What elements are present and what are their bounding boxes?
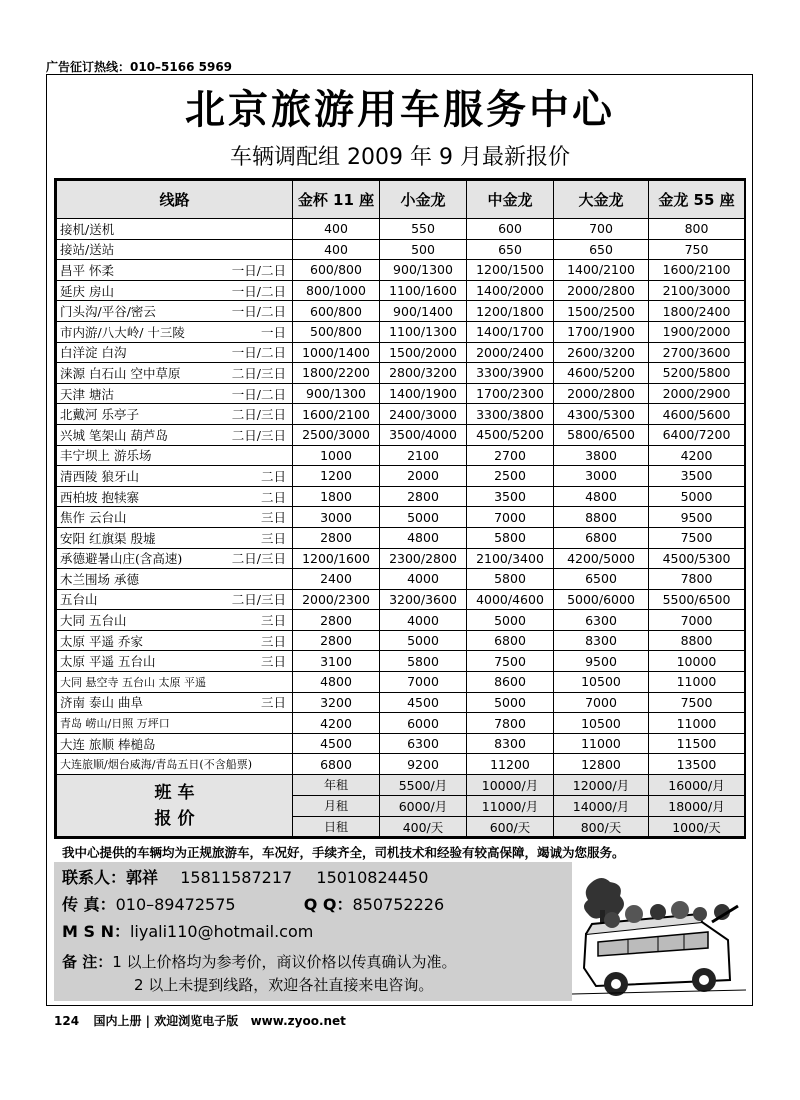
price-cell: 2800/3200 — [380, 363, 467, 384]
price-cell: 2700 — [467, 445, 554, 466]
price-cell: 2800 — [293, 630, 380, 651]
price-cell: 5000 — [380, 507, 467, 528]
col-header-dajinlong: 大金龙 — [554, 181, 649, 219]
price-cell: 1400/1900 — [380, 383, 467, 404]
page-footer — [54, 1012, 346, 1029]
route-cell — [57, 651, 293, 672]
route-name: 安阳 红旗渠 殷墟 — [60, 530, 156, 546]
contact-fax: 010–89472575 — [115, 895, 236, 914]
price-cell: 1000 — [293, 445, 380, 466]
price-cell: 6300 — [380, 733, 467, 754]
route-name: 天津 塘沽 — [60, 386, 114, 402]
route-days: 一日/二日 — [231, 386, 286, 402]
footer-slogan: 欢迎浏览电子版 — [154, 1014, 239, 1028]
charter-price: 400/天 — [380, 816, 467, 837]
price-cell: 7000 — [380, 672, 467, 693]
price-cell: 7800 — [649, 569, 745, 590]
route-rows — [57, 219, 745, 775]
price-cell: 10500 — [554, 713, 649, 734]
price-cell: 1800 — [293, 486, 380, 507]
price-cell: 2000/2900 — [649, 383, 745, 404]
table-row — [57, 363, 745, 384]
contact-note-1: 1 以上价格均为参考价，商议价格以传真确认为准。 — [112, 953, 457, 971]
route-cell — [57, 733, 293, 754]
route-cell — [57, 260, 293, 281]
price-cell: 1500/2500 — [554, 301, 649, 322]
route-name: 接机/送机 — [60, 221, 115, 237]
price-cell: 400 — [293, 219, 380, 240]
route-days: 二日 — [260, 468, 286, 484]
col-header-jinlong55: 金龙 55 座 — [649, 181, 745, 219]
table-row — [57, 610, 745, 631]
col-header-zhongjinlong: 中金龙 — [467, 181, 554, 219]
contact-section — [54, 841, 746, 1001]
price-cell: 5800/6500 — [554, 424, 649, 445]
price-cell: 4600/5200 — [554, 363, 649, 384]
page-number: 124 — [54, 1014, 80, 1028]
price-cell: 1800/2200 — [293, 363, 380, 384]
route-days: 三日 — [260, 654, 286, 670]
table-row — [57, 424, 745, 445]
table-row — [57, 404, 745, 425]
price-cell: 6300 — [554, 610, 649, 631]
price-cell: 700 — [554, 219, 649, 240]
page-title: 北京旅游用车服务中心 — [185, 87, 615, 133]
route-cell — [57, 486, 293, 507]
price-table — [54, 178, 746, 839]
price-cell: 7000 — [467, 507, 554, 528]
price-cell: 2300/2800 — [380, 548, 467, 569]
contact-qq-label: Q Q： — [303, 895, 353, 914]
price-cell: 5800 — [467, 569, 554, 590]
contact-qq: 850752226 — [352, 895, 445, 914]
charter-price: 18000/月 — [649, 795, 745, 816]
route-cell — [57, 589, 293, 610]
charter-period: 月租 — [293, 795, 380, 816]
price-cell: 9500 — [649, 507, 745, 528]
price-cell: 3500 — [467, 486, 554, 507]
charter-price: 800/天 — [554, 816, 649, 837]
route-name: 丰宁坝上 游乐场 — [60, 448, 152, 464]
table-row — [57, 692, 745, 713]
table-row — [57, 486, 745, 507]
route-cell — [57, 527, 293, 548]
price-cell: 4200 — [293, 713, 380, 734]
price-cell: 3300/3900 — [467, 363, 554, 384]
price-cell: 3800 — [554, 445, 649, 466]
price-cell: 3300/3800 — [467, 404, 554, 425]
contact-msn-label: M S N： — [62, 922, 130, 941]
table-row — [57, 754, 745, 775]
price-cell: 3200 — [293, 692, 380, 713]
price-cell: 2500/3000 — [293, 424, 380, 445]
price-cell: 4800 — [554, 486, 649, 507]
charter-price: 6000/月 — [380, 795, 467, 816]
price-cell: 11000 — [649, 713, 745, 734]
table-row — [57, 301, 745, 322]
route-name: 济南 泰山 曲阜 — [60, 695, 143, 711]
price-cell: 4200 — [649, 445, 745, 466]
contact-phone-2: 15010824450 — [316, 868, 429, 887]
route-name: 五台山 — [60, 592, 98, 608]
route-days: 一日 — [260, 324, 286, 340]
price-cell: 2800 — [380, 486, 467, 507]
contact-person-name: 郭祥 — [126, 868, 159, 887]
route-name: 北戴河 乐亭子 — [60, 407, 139, 423]
route-days: 二日 — [260, 489, 286, 505]
route-name: 门头沟/平谷/密云 — [60, 304, 156, 320]
table-row — [57, 733, 745, 754]
table-row — [57, 651, 745, 672]
price-cell: 2800 — [293, 610, 380, 631]
charter-label-line1: 班 车 — [154, 782, 195, 803]
price-cell: 2000/2800 — [554, 280, 649, 301]
price-cell: 600/800 — [293, 301, 380, 322]
route-cell — [57, 239, 293, 260]
route-days: 二日/三日 — [231, 365, 286, 381]
price-cell: 1100/1600 — [380, 280, 467, 301]
route-cell — [57, 321, 293, 342]
price-cell: 10000 — [649, 651, 745, 672]
charter-price: 12000/月 — [554, 775, 649, 796]
charter-period: 年租 — [293, 775, 380, 796]
price-cell: 1600/2100 — [293, 404, 380, 425]
route-cell — [57, 754, 293, 775]
route-days: 三日 — [260, 510, 286, 526]
route-name: 太原 平遥 乔家 — [60, 633, 143, 649]
route-name: 大连旅顺/烟台威海/青岛五日(不含船票) — [60, 758, 252, 772]
price-cell: 800 — [649, 219, 745, 240]
route-days: 二日/三日 — [231, 407, 286, 423]
price-cell: 8600 — [467, 672, 554, 693]
route-days: 一日/二日 — [231, 345, 286, 361]
charter-price: 5500/月 — [380, 775, 467, 796]
price-cell: 400 — [293, 239, 380, 260]
route-name: 太原 平遥 五台山 — [60, 654, 156, 670]
route-cell — [57, 363, 293, 384]
table-row — [57, 219, 745, 240]
charter-price: 16000/月 — [649, 775, 745, 796]
price-cell: 5000 — [467, 692, 554, 713]
contact-box — [54, 862, 572, 1001]
contact-note-row — [62, 951, 457, 972]
route-name: 昌平 怀柔 — [60, 262, 114, 278]
price-cell: 500/800 — [293, 321, 380, 342]
price-cell: 600/800 — [293, 260, 380, 281]
route-name: 大同 五台山 — [60, 613, 127, 629]
route-cell — [57, 672, 293, 693]
price-cell: 2100 — [380, 445, 467, 466]
price-cell: 9200 — [380, 754, 467, 775]
price-cell: 7500 — [649, 527, 745, 548]
price-cell: 3100 — [293, 651, 380, 672]
contact-note-row-2 — [134, 974, 433, 995]
price-cell: 1600/2100 — [649, 260, 745, 281]
route-days: 一日/二日 — [231, 262, 286, 278]
price-cell: 2700/3600 — [649, 342, 745, 363]
bus-cartoon-icon — [572, 862, 746, 1001]
price-cell: 11500 — [649, 733, 745, 754]
price-cell: 5000 — [467, 610, 554, 631]
price-cell: 6800 — [467, 630, 554, 651]
price-cell: 8300 — [554, 630, 649, 651]
route-cell — [57, 569, 293, 590]
route-name: 西柏坡 抱犊寨 — [60, 489, 139, 505]
table-row — [57, 445, 745, 466]
price-cell: 5000 — [649, 486, 745, 507]
route-days: 一日/二日 — [231, 283, 286, 299]
price-cell: 7800 — [467, 713, 554, 734]
contact-phone-1: 15811587217 — [180, 868, 293, 887]
charter-price: 600/天 — [467, 816, 554, 837]
route-cell — [57, 219, 293, 240]
price-cell: 4300/5300 — [554, 404, 649, 425]
price-cell: 13500 — [649, 754, 745, 775]
route-days: 三日 — [260, 613, 286, 629]
table-row — [57, 589, 745, 610]
table-row — [57, 672, 745, 693]
price-cell: 750 — [649, 239, 745, 260]
price-cell: 650 — [554, 239, 649, 260]
price-cell: 4500/5200 — [467, 424, 554, 445]
price-cell: 600 — [467, 219, 554, 240]
price-cell: 1100/1300 — [380, 321, 467, 342]
table-row — [57, 507, 745, 528]
charter-label — [57, 775, 293, 837]
route-cell — [57, 507, 293, 528]
price-cell: 5500/6500 — [649, 589, 745, 610]
price-cell: 1700/2300 — [467, 383, 554, 404]
price-cell: 4200/5000 — [554, 548, 649, 569]
route-cell — [57, 404, 293, 425]
contact-fax-label: 传 真： — [62, 895, 116, 914]
price-cell: 4500 — [380, 692, 467, 713]
price-cell: 5000/6000 — [554, 589, 649, 610]
price-cell: 1400/2000 — [467, 280, 554, 301]
price-cell: 6400/7200 — [649, 424, 745, 445]
route-cell — [57, 383, 293, 404]
route-name: 市内游/八大岭/ 十三陵 — [60, 324, 185, 340]
price-cell: 10500 — [554, 672, 649, 693]
price-cell: 1000/1400 — [293, 342, 380, 363]
footer-divider: | — [145, 1014, 155, 1028]
route-cell — [57, 445, 293, 466]
table-header-row — [57, 181, 745, 219]
price-cell: 2600/3200 — [554, 342, 649, 363]
bus-illustration — [572, 862, 746, 1001]
table-row — [57, 280, 745, 301]
price-cell: 4800 — [293, 672, 380, 693]
route-days: 一日/二日 — [231, 304, 286, 320]
price-cell: 2000/2300 — [293, 589, 380, 610]
price-cell: 2000/2800 — [554, 383, 649, 404]
charter-price: 11000/月 — [467, 795, 554, 816]
price-cell: 2400/3000 — [380, 404, 467, 425]
route-cell — [57, 713, 293, 734]
col-header-route: 线路 — [57, 181, 293, 219]
price-cell: 1500/2000 — [380, 342, 467, 363]
charter-price: 14000/月 — [554, 795, 649, 816]
price-cell: 900/1400 — [380, 301, 467, 322]
price-cell: 4000 — [380, 569, 467, 590]
price-cell: 8800 — [554, 507, 649, 528]
price-cell: 5800 — [467, 527, 554, 548]
route-name: 青岛 崂山/日照 万坪口 — [60, 717, 170, 731]
table-row — [57, 569, 745, 590]
contact-person-row — [62, 865, 428, 888]
price-cell: 1700/1900 — [554, 321, 649, 342]
route-name: 延庆 房山 — [60, 283, 114, 299]
price-cell: 2000 — [380, 466, 467, 487]
route-cell — [57, 610, 293, 631]
price-cell: 4600/5600 — [649, 404, 745, 425]
price-cell: 2800 — [293, 527, 380, 548]
route-name: 焦作 云台山 — [60, 510, 127, 526]
price-cell: 1800/2400 — [649, 301, 745, 322]
route-name: 兴城 笔架山 葫芦岛 — [60, 427, 168, 443]
route-name: 承德避暑山庄(含高速) — [60, 551, 183, 567]
price-cell: 800/1000 — [293, 280, 380, 301]
charter-rows — [57, 775, 745, 837]
price-cell: 5800 — [380, 651, 467, 672]
charter-price: 10000/月 — [467, 775, 554, 796]
footer-section: 国内上册 — [93, 1014, 142, 1028]
charter-label-line2: 报 价 — [154, 808, 195, 829]
table-row — [57, 527, 745, 548]
contact-msn: liyali110@hotmail.com — [129, 922, 314, 941]
price-cell: 4000/4600 — [467, 589, 554, 610]
route-name: 白洋淀 白沟 — [60, 345, 127, 361]
table-row — [57, 239, 745, 260]
ad-hotline: 广告征订热线：010–5166 5969 — [46, 60, 233, 74]
table-row — [57, 321, 745, 342]
price-cell: 7500 — [649, 692, 745, 713]
contact-person-label: 联系人： — [62, 868, 127, 887]
price-cell: 5000 — [380, 630, 467, 651]
contact-note-2: 2 以上未提到线路，欢迎各社直接来电咨询。 — [134, 976, 434, 994]
price-cell: 7000 — [649, 610, 745, 631]
contact-note-label: 备 注： — [62, 953, 113, 971]
page-subtitle: 车辆调配组 2009 年 9 月最新报价 — [230, 145, 570, 170]
price-cell: 8300 — [467, 733, 554, 754]
price-cell: 3000 — [293, 507, 380, 528]
price-cell: 2100/3400 — [467, 548, 554, 569]
table-row — [57, 713, 745, 734]
price-cell: 1400/1700 — [467, 321, 554, 342]
price-cell: 3200/3600 — [380, 589, 467, 610]
route-days: 二日/三日 — [231, 551, 286, 567]
service-note: 我中心提供的车辆均为正规旅游车，车况好，手续齐全，司机技术和经验有较高保障，竭诚为您服务。 — [62, 845, 625, 860]
price-cell: 4500 — [293, 733, 380, 754]
route-cell — [57, 424, 293, 445]
price-cell: 11000 — [554, 733, 649, 754]
col-header-xiaojinlong: 小金龙 — [380, 181, 467, 219]
contact-msn-row — [62, 919, 313, 942]
price-cell: 1200/1600 — [293, 548, 380, 569]
route-name: 木兰围场 承德 — [60, 571, 139, 587]
price-cell: 1200/1500 — [467, 260, 554, 281]
price-cell: 4500/5300 — [649, 548, 745, 569]
route-cell — [57, 548, 293, 569]
price-cell: 1900/2000 — [649, 321, 745, 342]
route-days: 三日 — [260, 695, 286, 711]
footer-url: www.zyoo.net — [250, 1014, 346, 1028]
route-days: 二日/三日 — [231, 592, 286, 608]
charter-row — [57, 775, 745, 796]
price-cell: 1200/1800 — [467, 301, 554, 322]
price-cell: 550 — [380, 219, 467, 240]
price-cell: 12800 — [554, 754, 649, 775]
price-cell: 2100/3000 — [649, 280, 745, 301]
price-cell: 7500 — [467, 651, 554, 672]
table-row — [57, 630, 745, 651]
price-cell: 2000/2400 — [467, 342, 554, 363]
route-days: 三日 — [260, 530, 286, 546]
table-row — [57, 342, 745, 363]
price-cell: 8800 — [649, 630, 745, 651]
route-cell — [57, 692, 293, 713]
price-cell: 3500/4000 — [380, 424, 467, 445]
route-cell — [57, 630, 293, 651]
price-cell: 650 — [467, 239, 554, 260]
price-cell: 6000 — [380, 713, 467, 734]
route-days: 二日/三日 — [231, 427, 286, 443]
price-cell: 500 — [380, 239, 467, 260]
charter-price: 1000/天 — [649, 816, 745, 837]
price-cell: 2500 — [467, 466, 554, 487]
table-row — [57, 383, 745, 404]
route-name: 清西陵 狼牙山 — [60, 468, 139, 484]
price-cell: 2400 — [293, 569, 380, 590]
route-cell — [57, 280, 293, 301]
route-name: 大连 旅顺 棒槌岛 — [60, 736, 156, 752]
contact-fax-row — [62, 892, 444, 915]
price-cell: 900/1300 — [380, 260, 467, 281]
price-cell: 6800 — [293, 754, 380, 775]
price-cell: 9500 — [554, 651, 649, 672]
price-cell: 6800 — [554, 527, 649, 548]
route-cell — [57, 301, 293, 322]
price-cell: 7000 — [554, 692, 649, 713]
price-cell: 900/1300 — [293, 383, 380, 404]
price-cell: 5200/5800 — [649, 363, 745, 384]
price-cell: 11000 — [649, 672, 745, 693]
route-cell — [57, 342, 293, 363]
table-row — [57, 548, 745, 569]
table-row — [57, 260, 745, 281]
route-name: 接站/送站 — [60, 242, 115, 258]
charter-period: 日租 — [293, 816, 380, 837]
route-name: 涞源 白石山 空中草原 — [60, 365, 181, 381]
price-cell: 3500 — [649, 466, 745, 487]
route-cell — [57, 466, 293, 487]
price-cell: 11200 — [467, 754, 554, 775]
price-cell: 1400/2100 — [554, 260, 649, 281]
price-cell: 6500 — [554, 569, 649, 590]
col-header-jinbei11: 金杯 11 座 — [293, 181, 380, 219]
route-name: 大同 悬空寺 五台山 太原 平遥 — [60, 675, 206, 689]
price-cell: 4800 — [380, 527, 467, 548]
table-row — [57, 466, 745, 487]
price-cell: 4000 — [380, 610, 467, 631]
route-days: 三日 — [260, 633, 286, 649]
price-cell: 3000 — [554, 466, 649, 487]
price-cell: 1200 — [293, 466, 380, 487]
